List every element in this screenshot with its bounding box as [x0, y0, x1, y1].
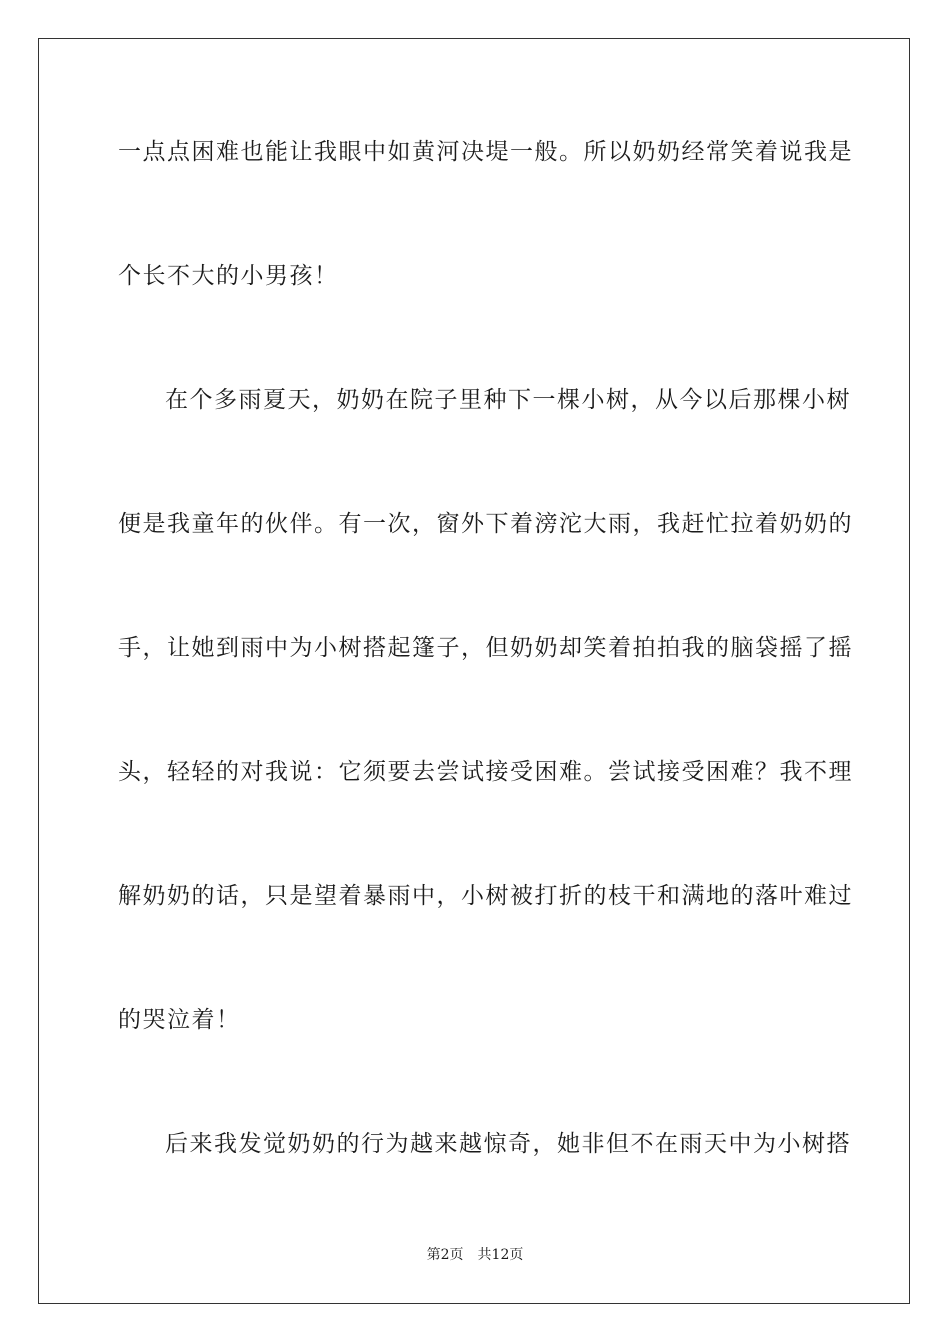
body-text-line: 一点点困难也能让我眼中如黄河决堤一般。所以奶奶经常笑着说我是 — [118, 139, 853, 165]
body-text-line: 便是我童年的伙伴。有一次，窗外下着滂沱大雨，我赶忙拉着奶奶的 — [118, 511, 853, 537]
body-text-line: 个长不大的小男孩！ — [118, 263, 339, 289]
body-text-line: 后来我发觉奶奶的行为越来越惊奇，她非但不在雨天中为小树搭 — [165, 1131, 851, 1157]
body-text-line: 在个多雨夏天，奶奶在院子里种下一棵小树，从今以后那棵小树 — [165, 387, 851, 413]
body-text-line: 手，让她到雨中为小树搭起篷子，但奶奶却笑着拍拍我的脑袋摇了摇 — [118, 635, 853, 661]
body-text-line: 解奶奶的话，只是望着暴雨中，小树被打折的枝干和满地的落叶难过 — [118, 883, 853, 909]
page-footer — [0, 1246, 950, 1264]
page-border — [38, 38, 910, 1304]
body-text-line: 头，轻轻的对我说：它须要去尝试接受困难。尝试接受困难？我不理 — [118, 759, 853, 785]
body-text-line: 的哭泣着！ — [118, 1007, 241, 1033]
total-pages: 共12页 — [477, 1247, 524, 1263]
page-number: 第2页 — [426, 1247, 464, 1263]
